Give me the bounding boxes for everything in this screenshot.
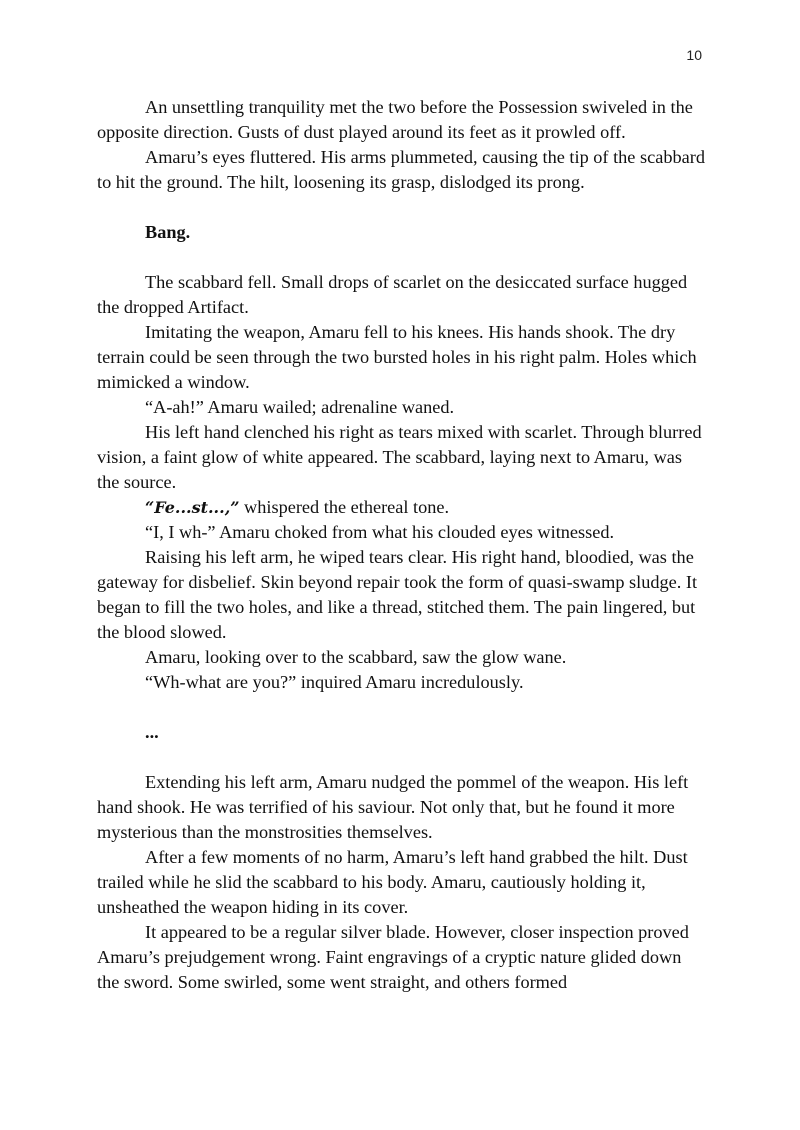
paragraph: Amaru’s eyes fluttered. His arms plummeted, causing the tip of the scabbard to hit the ground. The hilt, loosening its grasp, dislodged its prong. (97, 147, 705, 192)
paragraph (97, 495, 707, 520)
paragraph: After a few moments of no harm, Amaru’s left hand grabbed the hilt. Dust trailed while he slid the scabbard to his body. Amaru, cautiously holding it, unsheathed the weapon hiding in its cover. (97, 847, 688, 917)
blank-line (97, 195, 707, 220)
paragraph: “A-ah!” Amaru wailed; adrenaline waned. (145, 397, 455, 417)
blank-line (97, 745, 707, 770)
paragraph: “Wh-what are you?” inquired Amaru incredulously. (145, 672, 524, 692)
ethereal-speech: “Fe...st...,” (145, 498, 240, 517)
blank-line (97, 695, 707, 720)
section-break: ... (145, 722, 159, 742)
paragraph: The scabbard fell. Small drops of scarlet on the desiccated surface hugged the dropped Artifact. (97, 272, 688, 317)
paragraph: It appeared to be a regular silver blade. However, closer inspection proved Amaru’s prejudgement wrong. Faint engravings of a cryptic nature glided down the sword. Some swirled, some went straight, and others formed (97, 922, 689, 992)
paragraph: An unsettling tranquility met the two before the Possession swiveled in the opposite direction. Gusts of dust played around its feet as it prowled off. (97, 97, 693, 142)
paragraph-text: whispered the ethereal tone. (239, 497, 450, 517)
blank-line (97, 245, 707, 270)
page-number: 10 (686, 47, 702, 63)
paragraph: “I, I wh-” Amaru choked from what his clouded eyes witnessed. (145, 522, 615, 542)
paragraph: Imitating the weapon, Amaru fell to his knees. His hands shook. The dry terrain could be seen through the two bursted holes in his right palm. Holes which mimicked a window. (97, 322, 697, 392)
section-break: Bang. (145, 222, 191, 242)
document-body (97, 95, 707, 995)
paragraph: His left hand clenched his right as tears mixed with scarlet. Through blurred vision, a faint glow of white appeared. The scabbard, laying next to Amaru, was the source. (97, 422, 702, 492)
paragraph: Amaru, looking over to the scabbard, saw the glow wane. (145, 647, 567, 667)
paragraph: Raising his left arm, he wiped tears clear. His right hand, bloodied, was the gateway for disbelief. Skin beyond repair took the form of quasi-swamp sludge. It began to fill the two holes, and like a thread, stitched them. The pain lingered, but the blood slowed. (97, 547, 698, 642)
paragraph: Extending his left arm, Amaru nudged the pommel of the weapon. His left hand shook. He was terrified of his saviour. Not only that, but he found it more mysterious than the monstrosities themselves. (97, 772, 689, 842)
